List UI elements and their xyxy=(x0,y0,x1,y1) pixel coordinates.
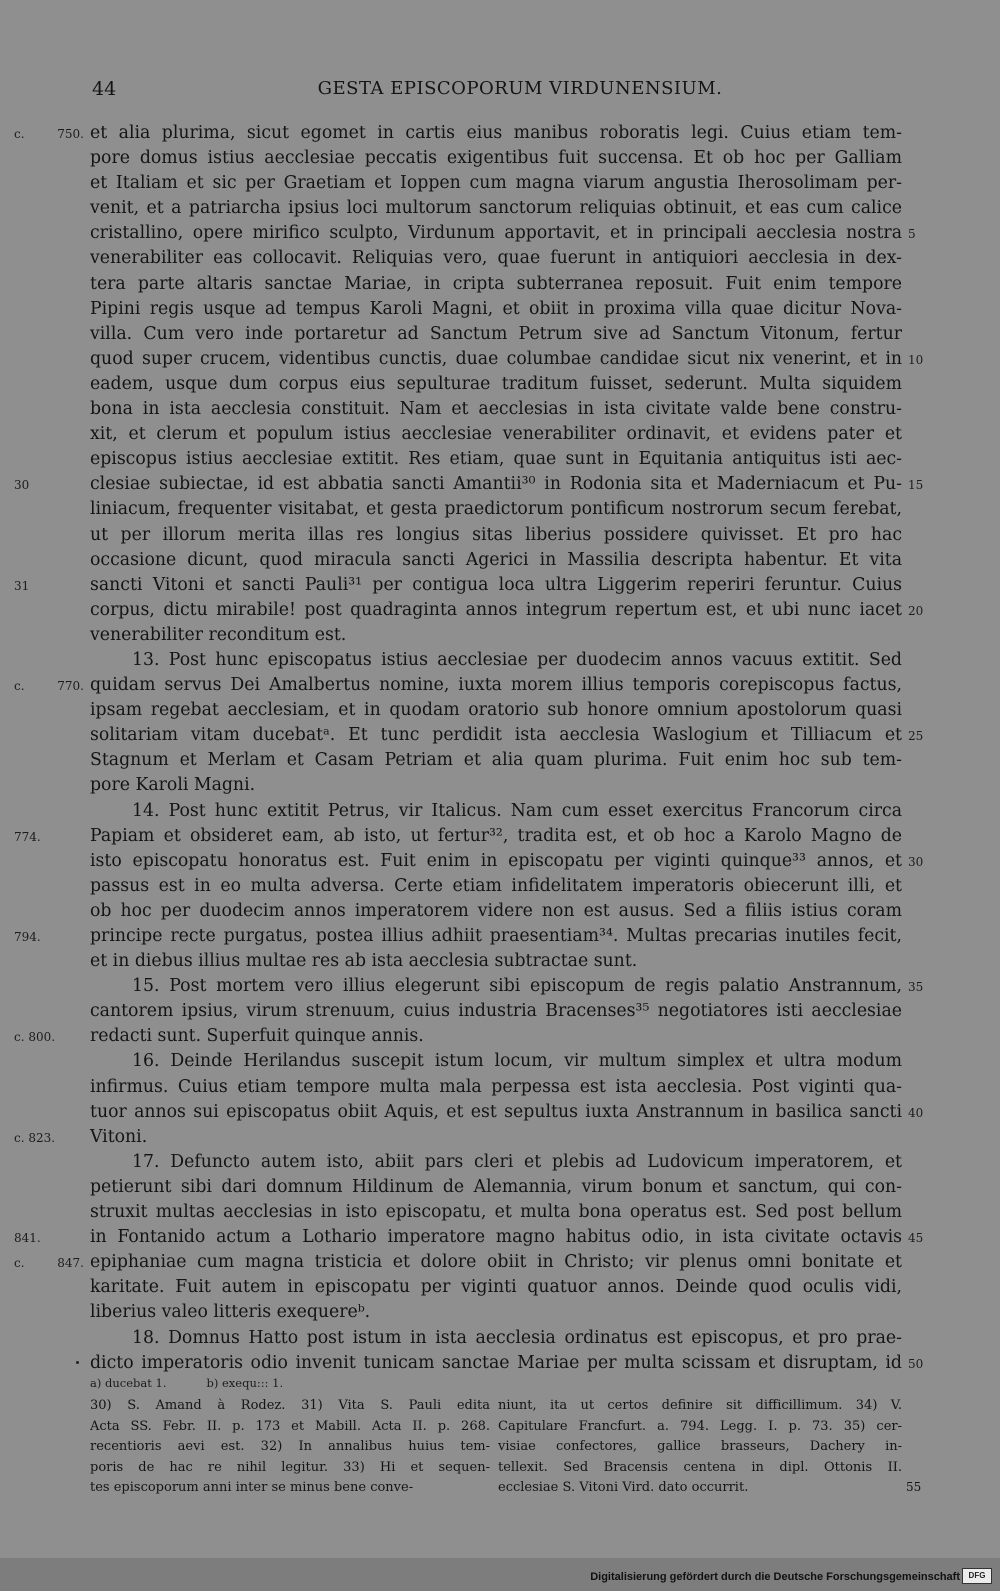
footnote-marker-dot xyxy=(76,1361,79,1364)
line-number: 50 xyxy=(908,1356,924,1371)
text-line xyxy=(90,748,902,773)
line-text: bona in ista aecclesia constituit. Nam et aecclesias in ista civitate valde bene constru- xyxy=(90,399,902,420)
line-text: pore domus istius aecclesiae peccatis exigentibus fuit succensa. Et ob hoc per Galliam xyxy=(90,148,902,169)
line-text: ob hoc per duodecim annos imperatorem videre non est ausus. Sed a filiis istius coram xyxy=(90,900,902,921)
text-line xyxy=(14,573,902,598)
line-number: 10 xyxy=(908,352,924,367)
line-text: pore Karoli Magni. xyxy=(90,775,256,796)
text-line xyxy=(90,773,902,798)
text-line xyxy=(90,322,902,347)
text-line xyxy=(14,824,902,849)
line-text: et in diebus illius multae res ab ista aecclesia subtractae sunt. xyxy=(90,951,638,972)
line-text: tuor annos sui episcopatus obiit Aquis, et est sepultus iuxta Anstrannum in basilica sancti xyxy=(90,1101,902,1122)
margin-date: 794. xyxy=(14,930,41,944)
text-line xyxy=(90,221,916,246)
margin-date: c. 750. xyxy=(14,127,84,141)
text-line xyxy=(90,1100,924,1125)
text-line xyxy=(90,974,924,999)
text-line xyxy=(90,1049,902,1074)
text-line xyxy=(90,1150,902,1175)
line-text: 18. Domnus Hatto post istum in ista aecclesia ordinatus est episcopus, et pro prae- xyxy=(132,1327,902,1348)
line-text: Papiam et obsideret eam, ab isto, ut fertur³², tradita est, et ob hoc a Karolo Magno de xyxy=(90,825,902,846)
text-line xyxy=(90,447,902,472)
text-line xyxy=(90,272,902,297)
line-text: eadem, usque dum corpus eius sepulturae traditum fuisset, sederunt. Multa siquidem xyxy=(90,373,902,394)
line-text: quod super crucem, videntibus cunctis, duae columbae candidae sicut nix venerint, et in xyxy=(90,348,902,369)
margin-date: c. 800. xyxy=(14,1030,56,1045)
line-text: venerabiliter reconditum est. xyxy=(90,624,347,645)
line-text: dicto imperatoris odio invenit tunicam sanctae Mariae per multa scissam et disruptam, id xyxy=(90,1352,902,1373)
line-number: 25 xyxy=(908,729,924,744)
line-text: karitate. Fuit autem in episcopatu per viginti quatuor annos. Deinde quod oculis vidi, xyxy=(90,1277,902,1298)
text-line xyxy=(90,146,902,171)
footnote-line: niunt, ita ut certos definire sit difficillimum. 34) V. xyxy=(498,1398,902,1413)
text-line xyxy=(14,673,902,698)
text-line xyxy=(90,196,902,221)
text-line xyxy=(14,1250,902,1275)
text-line xyxy=(90,171,902,196)
text-line xyxy=(90,347,924,372)
footnote-line: 30) S. Amand à Rodez. 31) Vita S. Pauli edita xyxy=(90,1398,490,1413)
line-text: Stagnum et Merlam et Casam Petriam et alia quam plurima. Fuit enim hoc sub tem- xyxy=(90,750,902,771)
line-text: corpus, dictu mirabile! post quadraginta annos integrum repertum est, et ubi nunc iacet xyxy=(90,599,902,620)
line-text: ut per illorum merita illas res longius sitas liberius possidere quivisset. Et pro hac xyxy=(90,524,902,545)
margin-date: c. 847. xyxy=(14,1256,84,1271)
line-text: ipsam regebat aecclesiam, et in quodam oratorio sub honore omnium apostolorum quasi xyxy=(90,700,902,721)
text-line xyxy=(90,999,902,1024)
footnote-line: ecclesiae S. Vitoni Vird. dato occurrit. xyxy=(498,1480,749,1495)
main-text xyxy=(14,121,924,1376)
text-line xyxy=(90,799,902,824)
text-line xyxy=(90,246,902,271)
line-text: solitariam vitam ducebatᵃ. Et tunc perdidit ista aecclesia Waslogium et Tilliacum et xyxy=(90,725,902,746)
line-text: in Fontanido actum a Lothario imperatore magno habitus odio, in ista civitate octavis xyxy=(90,1227,902,1248)
line-text: 15. Post mortem vero illius elegerunt sibi episcopum de regis palatio Anstrannum, xyxy=(132,976,902,997)
footnote-line-number: 55 xyxy=(906,1480,922,1494)
text-line xyxy=(90,1175,902,1200)
line-text: tera parte altaris sanctae Mariae, in cripta subterranea reposuit. Fuit enim tempore xyxy=(90,273,902,294)
text-line xyxy=(14,472,924,497)
line-number: 35 xyxy=(908,980,924,995)
page-number: 44 xyxy=(92,78,117,100)
line-text: episcopus istius aecclesiae extitit. Res etiam, quae sunt in Equitania antiquitus isti aec- xyxy=(90,449,902,470)
text-line xyxy=(90,598,924,623)
text-line xyxy=(90,1075,902,1100)
line-number: 30 xyxy=(908,854,924,869)
text-line xyxy=(90,297,902,322)
line-text: infirmus. Cuius etiam tempore multa mala perpessa est ista aecclesia. Post viginti qua- xyxy=(90,1076,902,1097)
margin-date: 31 xyxy=(14,578,30,593)
text-line xyxy=(14,1125,902,1150)
line-text: 17. Defuncto autem isto, abiit pars cleri et plebis ad Ludovicum imperatorem, et xyxy=(132,1151,902,1172)
text-line xyxy=(90,723,924,748)
line-text: Vitoni. xyxy=(90,1126,148,1147)
line-text: 16. Deinde Herilandus suscepit istum locum, vir multum simplex et ultra modum xyxy=(132,1051,902,1072)
dfg-logo-icon: DFG xyxy=(962,1568,992,1584)
line-text: et alia plurima, sicut egomet in cartis eius manibus roboratis legi. Cuius etiam tem- xyxy=(90,123,902,143)
margin-date: c. 770. xyxy=(14,679,84,694)
line-text: struxit multas aecclesias in isto episcopatu, et multa bona operatus est. Sed post bellum xyxy=(90,1202,902,1223)
line-text: venit, et a patriarcha ipsius loci multorum sanctorum reliquias obtinuit, et eas cum calice xyxy=(90,198,902,219)
line-text: petierunt sibi dari domnum Hildinum de Alemannia, virum bonum et sanctum, qui con- xyxy=(90,1176,902,1197)
line-text: sancti Vitoni et sancti Pauli³¹ per contigua loca ultra Liggerim reperiri feruntur. Cuius xyxy=(90,574,902,595)
footnote-line: tes episcoporum anni inter se minus bene conve- xyxy=(90,1480,414,1495)
text-line xyxy=(90,874,902,899)
line-number: 40 xyxy=(908,1105,924,1120)
footnote-line: tellexit. Sed Bracensis centena in dipl. Ottonis II. xyxy=(498,1459,902,1475)
line-text: isto episcopatu honoratus est. Fuit enim in episcopatu per viginti quinque³³ annos, et xyxy=(90,850,902,871)
text-line xyxy=(90,899,902,924)
line-number: 45 xyxy=(908,1231,924,1246)
line-text: cantorem ipsius, virum strenuum, cuius industria Bracenses³⁵ negotiatores isti aecclesiae xyxy=(90,1001,902,1022)
footnote-line: recentioris aevi est. 32) In annalibus huius tem- xyxy=(90,1439,490,1454)
footnote-line: Acta SS. Febr. II. p. 173 et Mabill. Acta II. p. 268. xyxy=(90,1418,490,1434)
line-text: venerabiliter eas collocavit. Reliquias vero, quae fuerunt in antiquiori aecclesia in dex- xyxy=(90,248,902,269)
text-line xyxy=(90,372,902,397)
text-line xyxy=(90,648,902,673)
text-line xyxy=(90,523,902,548)
line-number: 5 xyxy=(908,227,916,242)
line-text: et Italiam et sic per Graetiam et Ioppen cum magna viarum angustia Iherosolimam per- xyxy=(90,173,902,194)
text-line xyxy=(90,422,902,447)
text-line xyxy=(14,121,902,146)
apparatus-entry: a) ducebat 1. xyxy=(90,1376,167,1390)
footnotes-left-column xyxy=(90,1396,490,1499)
margin-date: 841. xyxy=(14,1231,41,1246)
page-header xyxy=(0,78,1000,104)
text-line xyxy=(90,548,902,573)
text-line xyxy=(90,623,902,648)
text-line xyxy=(14,1225,924,1250)
line-text: xit, et clerum et populum istius aecclesiae venerabiliter ordinavit, et evidens pater et xyxy=(90,424,902,445)
text-line xyxy=(90,1200,902,1225)
line-number: 15 xyxy=(908,478,924,493)
text-line xyxy=(90,1351,924,1376)
text-line xyxy=(90,397,902,422)
line-text: liberius valeo litteris exequereᵇ. xyxy=(90,1302,371,1323)
running-title: GESTA EPISCOPORUM VIRDUNENSIUM. xyxy=(317,78,723,99)
text-line xyxy=(14,924,902,949)
margin-date: 30 xyxy=(14,478,30,493)
line-text: liniacum, frequenter visitabat, et gesta praedictorum pontificum nostrorum secum ferebat, xyxy=(90,499,902,520)
text-line xyxy=(90,497,902,522)
line-text: quidam servus Dei Amalbertus nomine, iuxta morem illius temporis corepiscopus factus, xyxy=(90,675,902,696)
apparatus-entry: b) exequ::: 1. xyxy=(206,1376,284,1390)
text-line xyxy=(90,949,902,974)
line-number: 20 xyxy=(908,603,924,618)
footnote-line: visiae confectores, gallice brasseurs, Dachery in- xyxy=(498,1439,902,1454)
line-text: occasione dicunt, quod miracula sancti Agerici in Massilia descripta habentur. Et vita xyxy=(90,549,902,570)
text-line xyxy=(90,1300,902,1325)
text-line xyxy=(90,698,902,723)
footnote-line: poris de hac re nihil legitur. 33) Hi et sequen- xyxy=(90,1459,490,1475)
text-line xyxy=(90,849,924,874)
line-text: villa. Cum vero inde portaretur ad Sanctum Petrum sive ad Sanctum Vitonum, fertur xyxy=(90,323,902,344)
line-text: 14. Post hunc extitit Petrus, vir Italicus. Nam cum esset exercitus Francorum circa xyxy=(132,800,902,821)
line-text: passus est in eo multa adversa. Certe etiam infidelitatem imperatoris obiecerunt illi, et xyxy=(90,875,902,896)
line-text: redacti sunt. Superfuit quinque annis. xyxy=(90,1026,424,1047)
line-text: principe recte purgatus, postea illius adhiit praesentiam³⁴. Multas precarias inutiles fecit, xyxy=(90,926,902,946)
line-text: epiphaniae cum magna tristicia et dolore obiit in Christo; vir plenus omni bonitate et xyxy=(90,1252,902,1273)
footer-credit: Digitalisierung gefördert durch die Deutsche Forschungsgemeinschaft xyxy=(590,1571,960,1583)
line-text: cristallino, opere mirifico sculpto, Virdunum apportavit, et in principali aecclesia nostra xyxy=(90,223,902,244)
margin-date: c. 823. xyxy=(14,1130,56,1145)
critical-apparatus xyxy=(90,1376,323,1390)
margin-date: 774. xyxy=(14,829,41,844)
footnote-line: Capitulare Francfurt. a. 794. Legg. I. p. 73. 35) cer- xyxy=(498,1418,902,1434)
text-line xyxy=(90,1275,902,1300)
line-text: 13. Post hunc episcopatus istius aecclesiae per duodecim annos vacuus extitit. Sed xyxy=(132,649,902,670)
text-line xyxy=(14,1024,902,1049)
text-line xyxy=(90,1326,902,1351)
footer-bar xyxy=(0,1558,1000,1591)
footnotes-right-column xyxy=(498,1396,902,1499)
line-text: Pipini regis usque ad tempus Karoli Magni, et obiit in proxima villa quae dicitur Nova- xyxy=(90,298,902,319)
line-text: clesiae subiectae, id est abbatia sancti Amantii³⁰ in Rodonia sita et Maderniacum et Pu- xyxy=(90,474,902,495)
